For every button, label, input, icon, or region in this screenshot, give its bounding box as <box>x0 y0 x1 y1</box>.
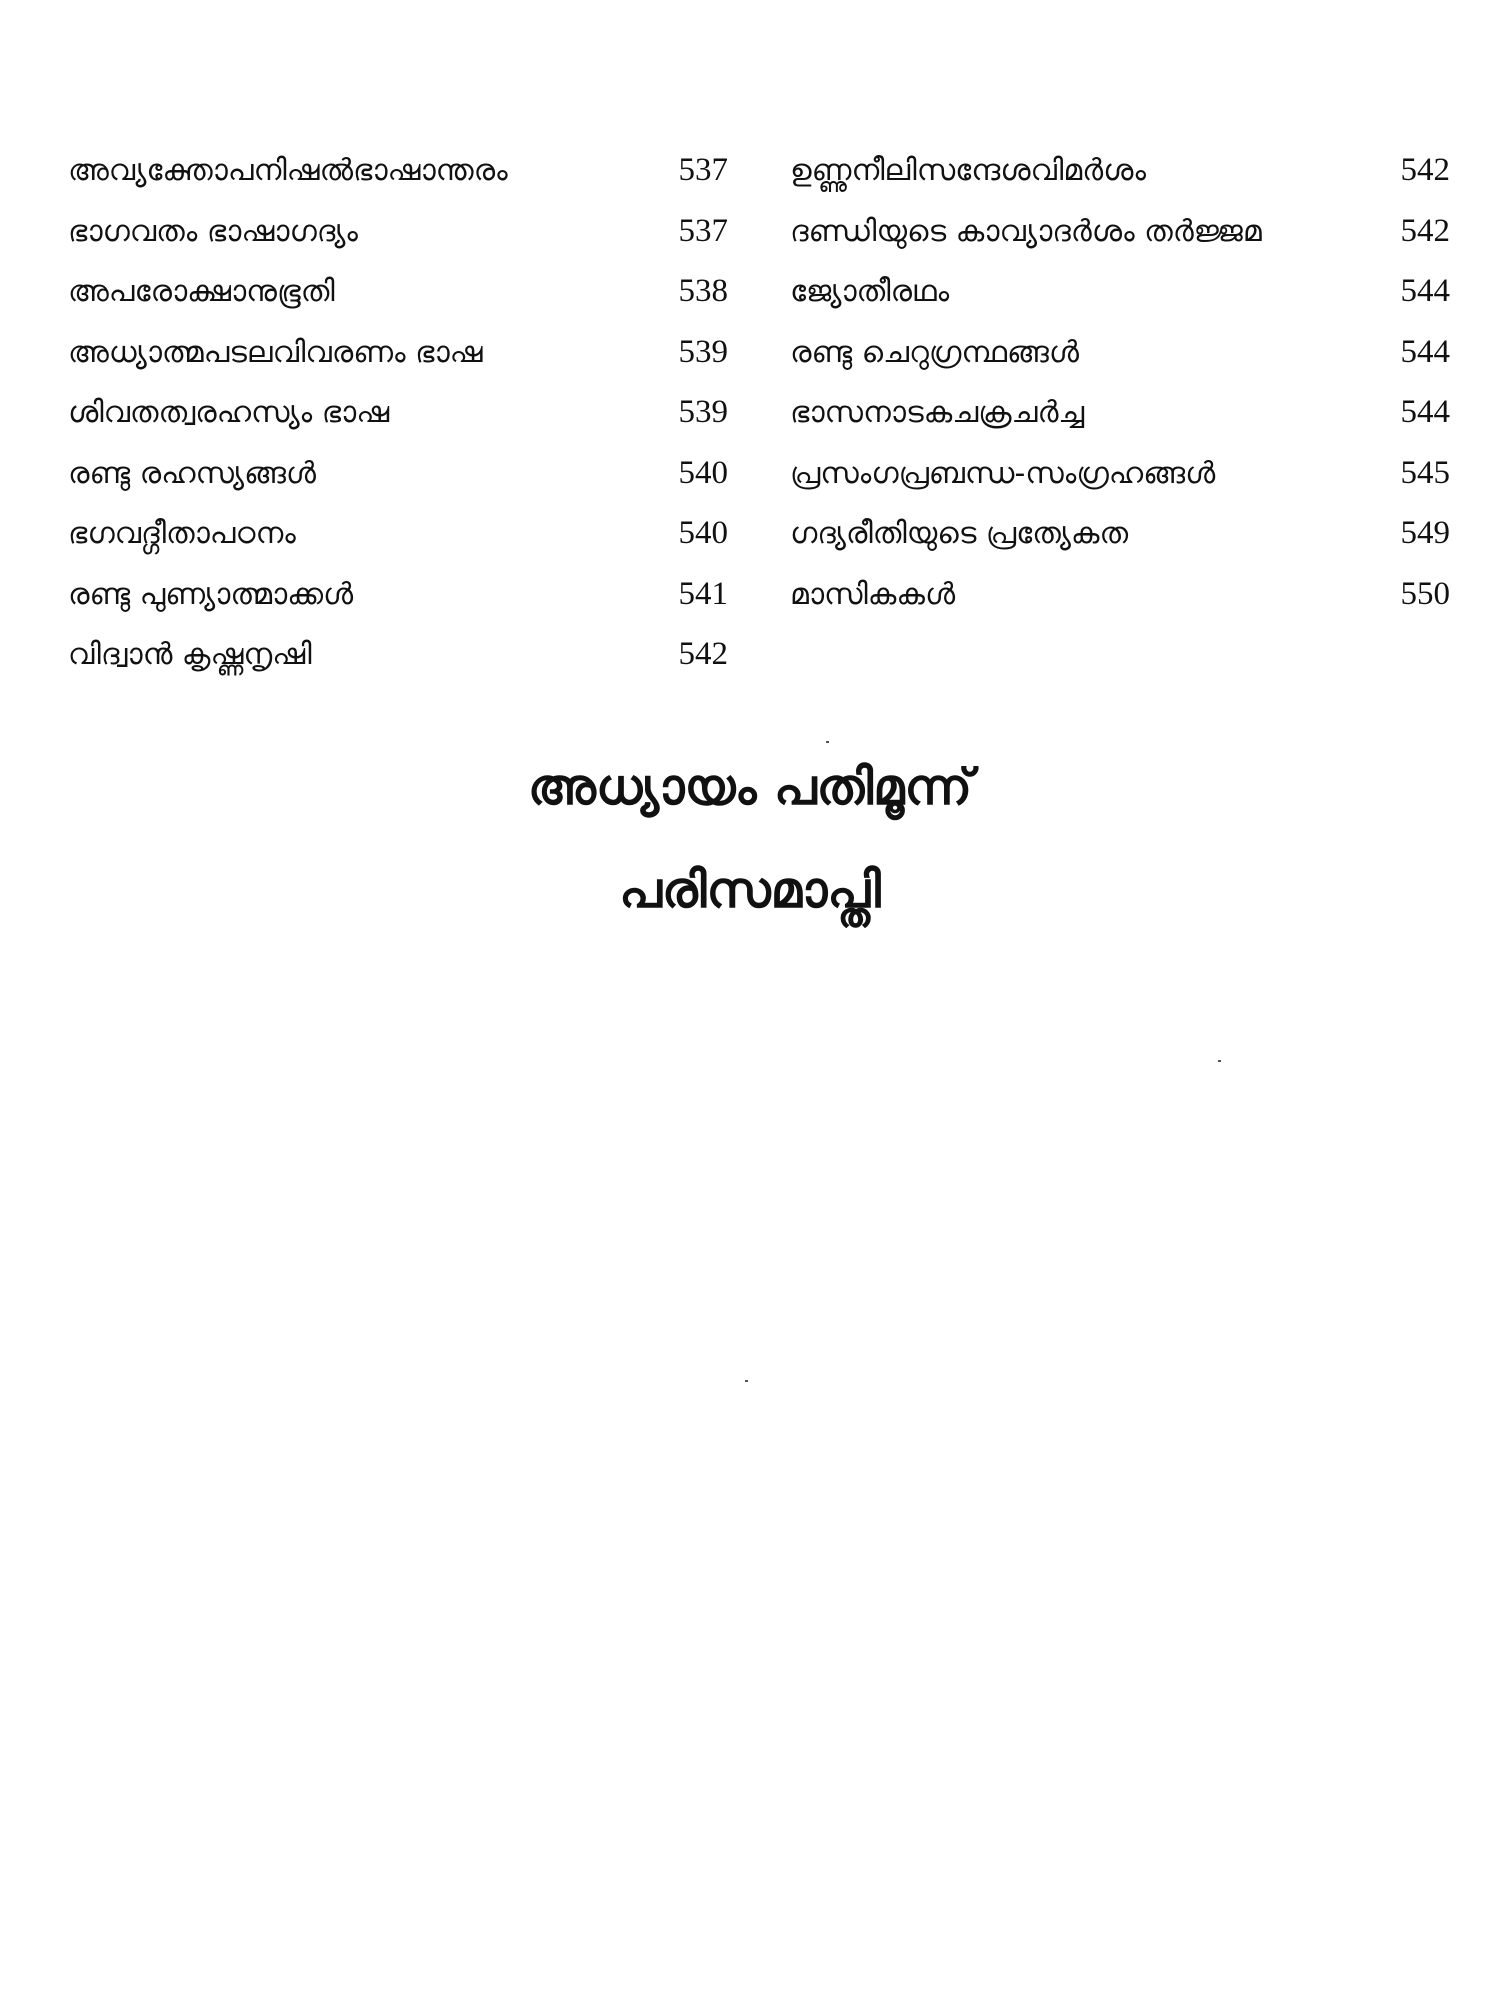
toc-entry-page: 542 <box>678 636 728 672</box>
toc-entry <box>790 140 1450 201</box>
toc-entry-title: രണ്ടു ചെറുഗ്രന്ഥങ്ങൾ <box>790 334 1079 370</box>
toc-entry-page: 542 <box>1400 152 1450 188</box>
toc-entry <box>68 624 728 685</box>
toc-entry-title: അവ്യക്തോപനിഷൽഭാഷാന്തരം <box>68 153 508 188</box>
toc-entry-title: മാസികകൾ <box>790 576 956 612</box>
toc-entry-page: 541 <box>678 575 728 612</box>
toc-right-column <box>790 140 1450 624</box>
toc-entry <box>68 322 728 383</box>
toc-entry-title: വിദ്വാൻ കൃഷ്ണനൃഷി <box>68 637 312 672</box>
toc-entry-page: 537 <box>678 152 728 188</box>
toc-entry-page: 542 <box>1400 212 1450 249</box>
toc-entry <box>790 503 1450 564</box>
toc-entry-title: ഭാഗവതം ഭാഷാഗദ്യം <box>68 213 358 249</box>
toc-left-column <box>68 140 728 685</box>
toc-entry <box>790 201 1450 262</box>
chapter-number-heading: അധ്യായം പതിമൂന്ന് <box>527 758 973 816</box>
print-speck <box>745 1380 748 1382</box>
toc-entry <box>790 322 1450 383</box>
toc-entry <box>790 443 1450 504</box>
toc-entry <box>68 503 728 564</box>
toc-entry <box>790 261 1450 322</box>
toc-entry <box>790 564 1450 625</box>
toc-entry-title: ഭാസനാടകചക്രചർച്ച <box>790 395 1085 430</box>
toc-entry-page: 544 <box>1400 333 1450 370</box>
toc-entry-page: 544 <box>1400 273 1450 309</box>
toc-entry-title: ദണ്ഡിയുടെ കാവ്യാദർശം തർജ്ജമ <box>790 213 1262 249</box>
toc-entry-page: 538 <box>678 273 728 309</box>
toc-entry-title: ഭഗവദ്ഗീതാപഠനം <box>68 516 296 551</box>
chapter-title-heading: പരിസമാപ്തി <box>619 861 881 919</box>
toc-entry <box>68 261 728 322</box>
toc-entry-page: 544 <box>1400 394 1450 430</box>
toc-entry-page: 540 <box>678 515 728 551</box>
toc-entry-title: ജ്യോതീരഥം <box>790 274 950 309</box>
print-speck <box>826 741 829 743</box>
toc-entry-page: 537 <box>678 212 728 249</box>
toc-entry-page: 549 <box>1400 515 1450 551</box>
print-speck <box>1218 1060 1221 1062</box>
toc-entry-title: രണ്ടു പുണ്യാത്മാക്കൾ <box>68 576 354 612</box>
toc-entry <box>68 140 728 201</box>
toc-entry-title: ഗദ്യരീതിയുടെ പ്രത്യേകത <box>790 516 1129 551</box>
toc-entry-title: അപരോക്ഷാനുഭൂതി <box>68 274 335 309</box>
toc-entry-page: 539 <box>678 333 728 370</box>
toc-entry-page: 545 <box>1400 454 1450 491</box>
toc-entry <box>790 382 1450 443</box>
toc-entry-title: ഉണ്ണുനീലിസന്ദേശവിമർശം <box>790 153 1147 188</box>
toc-entry-page: 550 <box>1400 575 1450 612</box>
toc-entry <box>68 382 728 443</box>
toc-entry-title: അധ്യാത്മപടലവിവരണം ഭാഷ <box>68 334 483 370</box>
toc-entry-title: ശിവതത്വരഹസ്യം ഭാഷ <box>68 395 390 430</box>
toc-entry-title: രണ്ടു രഹസ്യങ്ങൾ <box>68 455 317 491</box>
toc-entry-page: 540 <box>678 454 728 491</box>
toc-entry <box>68 564 728 625</box>
toc-entry <box>68 443 728 504</box>
toc-entry-title: പ്രസംഗപ്രബന്ധ-സംഗ്രഹങ്ങൾ <box>790 455 1216 491</box>
toc-entry-page: 539 <box>678 394 728 430</box>
toc-entry <box>68 201 728 262</box>
